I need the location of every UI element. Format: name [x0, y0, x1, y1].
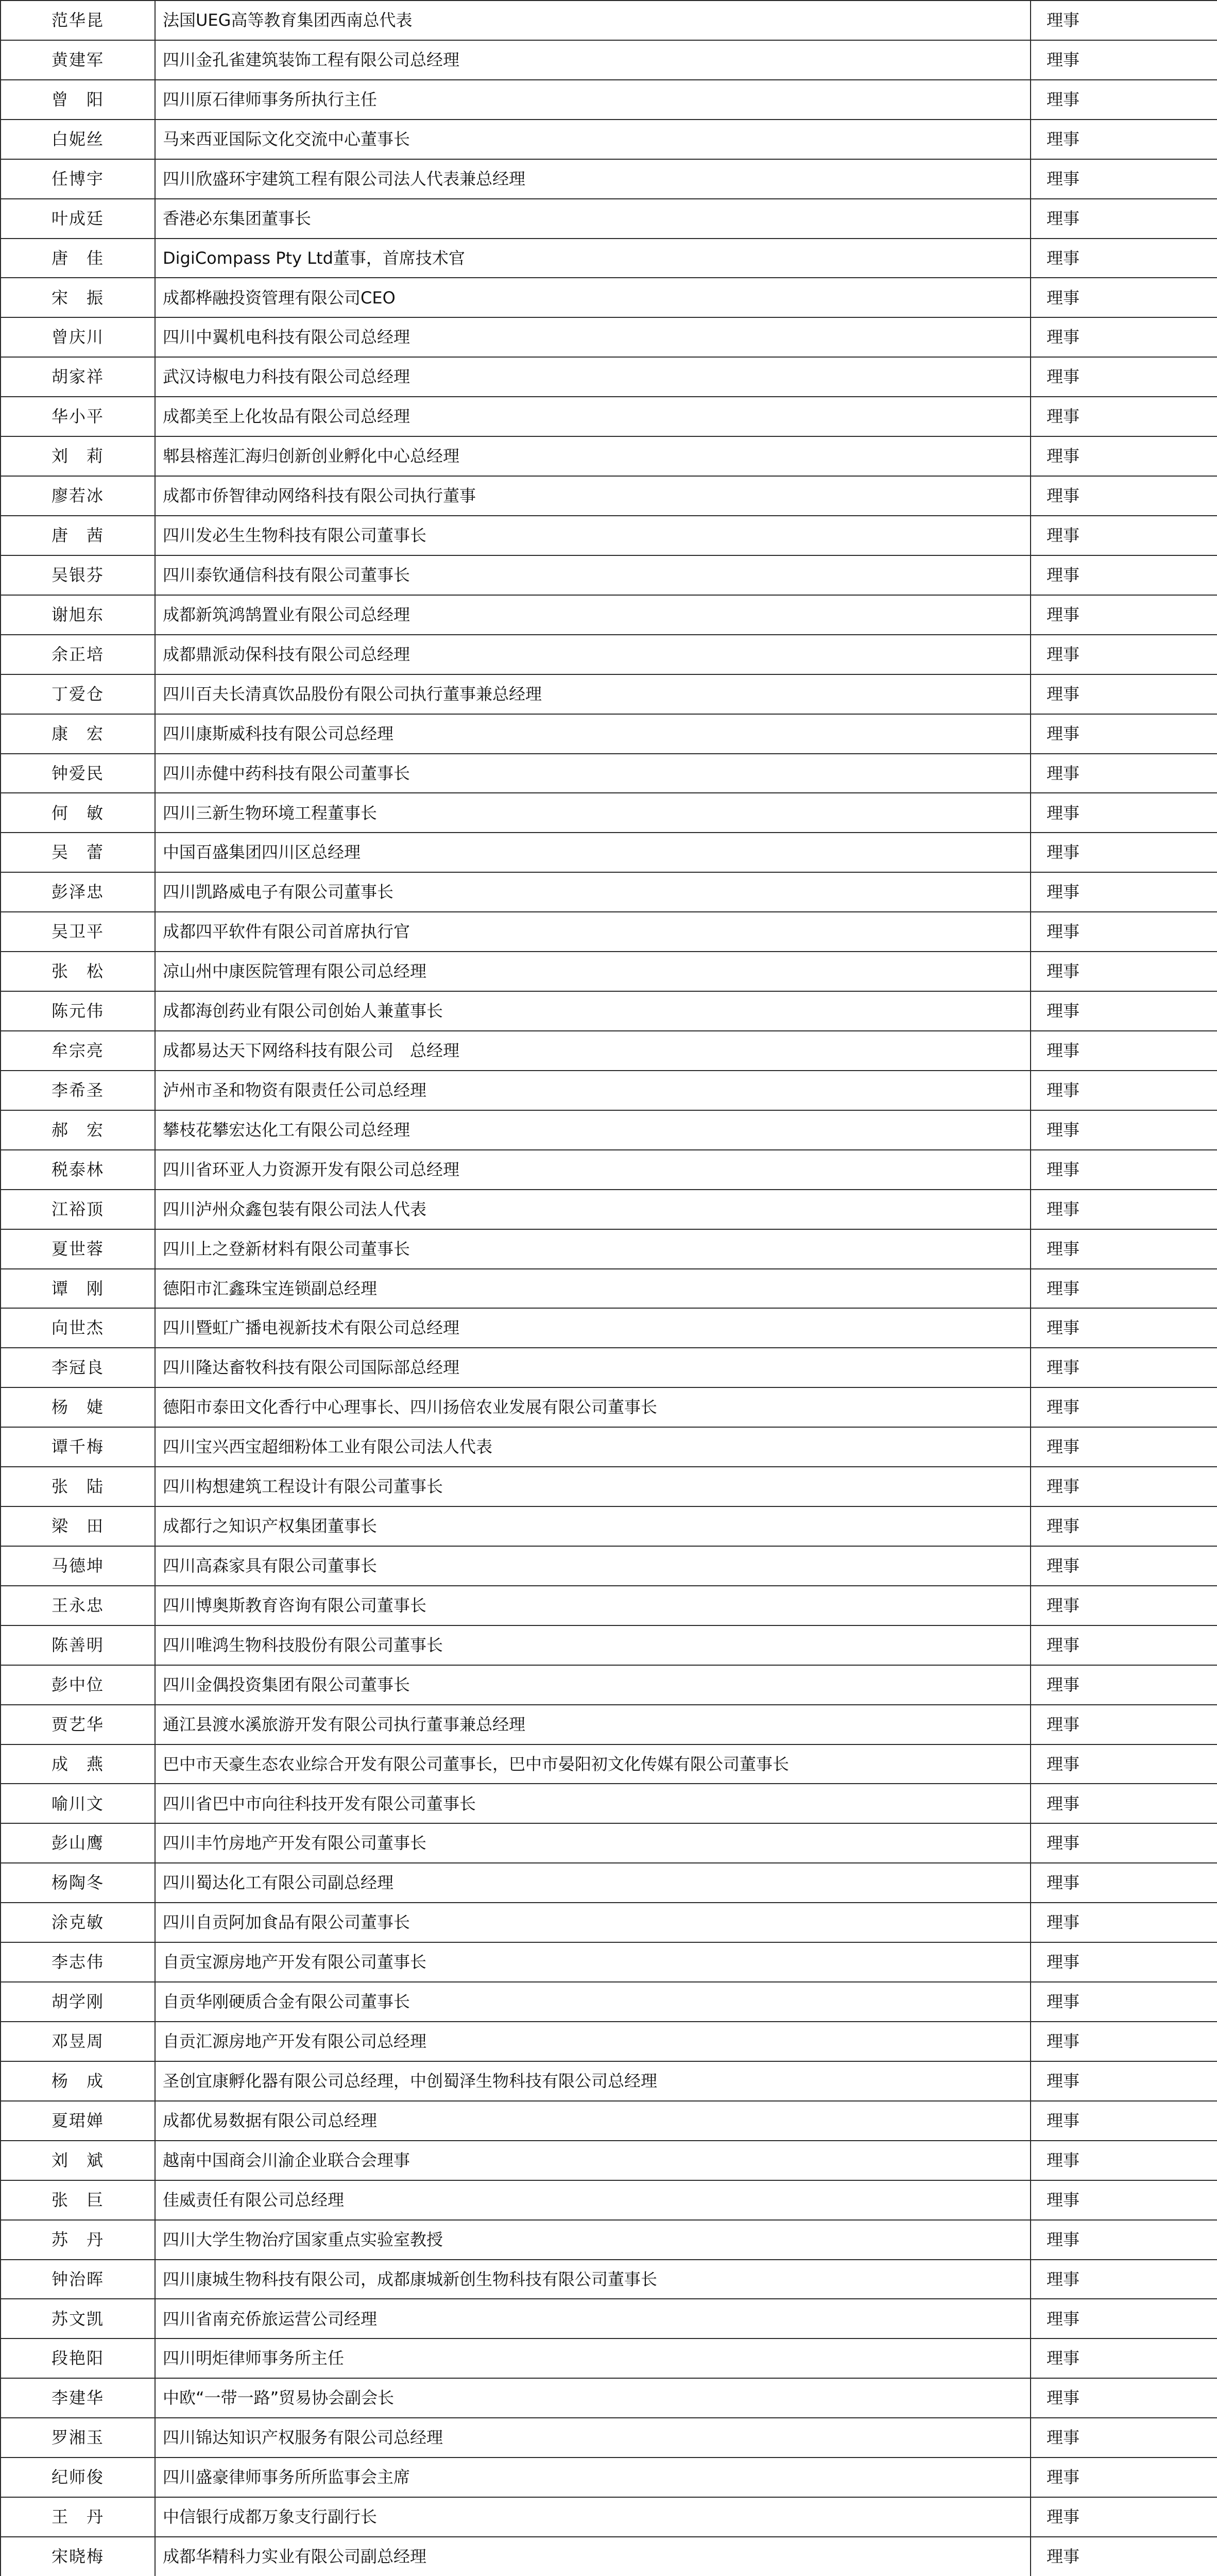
member-role: 理事 [1031, 2378, 1217, 2418]
member-name: 曾 阳 [1, 80, 155, 120]
member-organization: 四川丰竹房地产开发有限公司董事长 [155, 1823, 1031, 1863]
member-name: 白妮丝 [1, 120, 155, 159]
member-name: 吴银芬 [1, 555, 155, 595]
table-row [1, 199, 1217, 239]
table-row [1, 1903, 1217, 1942]
member-name: 马德坤 [1, 1546, 155, 1586]
member-role: 理事 [1031, 159, 1217, 199]
member-role: 理事 [1031, 1665, 1217, 1705]
member-organization: 四川泰钦通信科技有限公司董事长 [155, 555, 1031, 595]
table-row [1, 516, 1217, 555]
member-name: 彭泽忠 [1, 872, 155, 912]
member-name: 谢旭东 [1, 595, 155, 635]
member-name: 丁爱仓 [1, 674, 155, 714]
member-name: 向世杰 [1, 1308, 155, 1348]
member-role: 理事 [1031, 2022, 1217, 2061]
member-name: 何 敏 [1, 793, 155, 833]
member-role: 理事 [1031, 1308, 1217, 1348]
member-organization: 四川金孔雀建筑装饰工程有限公司总经理 [155, 40, 1031, 80]
member-role: 理事 [1031, 1110, 1217, 1150]
member-role: 理事 [1031, 872, 1217, 912]
member-name: 刘 莉 [1, 436, 155, 476]
member-organization: 中欧“一带一路”贸易协会副会长 [155, 2378, 1031, 2418]
member-organization: 成都桦融投资管理有限公司CEO [155, 278, 1031, 317]
table-row [1, 1071, 1217, 1110]
table-row [1, 872, 1217, 912]
member-name: 郝 宏 [1, 1110, 155, 1150]
member-name: 康 宏 [1, 714, 155, 754]
member-organization: 巴中市天豪生态农业综合开发有限公司董事长，巴中市晏阳初文化传媒有限公司董事长 [155, 1744, 1031, 1784]
member-role: 理事 [1031, 2497, 1217, 2537]
table-row [1, 397, 1217, 436]
table-row [1, 278, 1217, 317]
table-body [1, 1, 1217, 2576]
table-row [1, 2061, 1217, 2101]
member-organization: 四川赤健中药科技有限公司董事长 [155, 754, 1031, 793]
table-row [1, 239, 1217, 278]
table-row [1, 436, 1217, 476]
member-role: 理事 [1031, 714, 1217, 754]
member-name: 王 丹 [1, 2497, 155, 2537]
member-name: 杨 婕 [1, 1387, 155, 1427]
table-row [1, 1665, 1217, 1705]
member-role: 理事 [1031, 2299, 1217, 2338]
member-role: 理事 [1031, 436, 1217, 476]
member-name: 曾庆川 [1, 317, 155, 357]
member-organization: 成都四平软件有限公司首席执行官 [155, 912, 1031, 952]
member-name: 罗湘玉 [1, 2418, 155, 2458]
member-name: 黄建军 [1, 40, 155, 80]
member-name: 廖若冰 [1, 476, 155, 516]
member-organization: 成都优易数据有限公司总经理 [155, 2101, 1031, 2141]
table-row [1, 1942, 1217, 1982]
member-role: 理事 [1031, 1387, 1217, 1427]
member-name: 陈善明 [1, 1625, 155, 1665]
member-organization: 凉山州中康医院管理有限公司总经理 [155, 952, 1031, 991]
member-name: 王永忠 [1, 1586, 155, 1625]
table-row [1, 120, 1217, 159]
member-organization: 成都易达天下网络科技有限公司 总经理 [155, 1031, 1031, 1071]
member-organization: 四川明炬律师事务所主任 [155, 2338, 1031, 2378]
member-organization: 四川发必生生物科技有限公司董事长 [155, 516, 1031, 555]
member-organization: 中信银行成都万象支行副行长 [155, 2497, 1031, 2537]
member-name: 胡家祥 [1, 357, 155, 397]
member-role: 理事 [1031, 278, 1217, 317]
member-name: 苏 丹 [1, 2220, 155, 2260]
member-name: 宋晓梅 [1, 2537, 155, 2576]
member-organization: 自贡华刚硬质合金有限公司董事长 [155, 1982, 1031, 2022]
member-name: 李希圣 [1, 1071, 155, 1110]
member-organization: 四川康斯威科技有限公司总经理 [155, 714, 1031, 754]
member-name: 江裕顶 [1, 1190, 155, 1229]
member-role: 理事 [1031, 199, 1217, 239]
member-name: 谭 刚 [1, 1269, 155, 1309]
table-row [1, 1625, 1217, 1665]
member-organization: 四川凯路威电子有限公司董事长 [155, 872, 1031, 912]
table-row [1, 635, 1217, 674]
table-row [1, 1387, 1217, 1427]
table-row [1, 714, 1217, 754]
member-role: 理事 [1031, 397, 1217, 436]
member-organization: 佳威责任有限公司总经理 [155, 2180, 1031, 2220]
table-row [1, 1506, 1217, 1546]
table-row [1, 1110, 1217, 1150]
table-row [1, 2101, 1217, 2141]
member-role: 理事 [1031, 1903, 1217, 1942]
member-name: 吴卫平 [1, 912, 155, 952]
table-row [1, 1427, 1217, 1467]
member-organization: 马来西亚国际文化交流中心董事长 [155, 120, 1031, 159]
table-row [1, 2497, 1217, 2537]
table-row [1, 2458, 1217, 2497]
member-organization: 四川上之登新材料有限公司董事长 [155, 1229, 1031, 1269]
member-role: 理事 [1031, 912, 1217, 952]
table-row [1, 1982, 1217, 2022]
table-row [1, 754, 1217, 793]
member-role: 理事 [1031, 2220, 1217, 2260]
member-role: 理事 [1031, 1467, 1217, 1506]
member-role: 理事 [1031, 793, 1217, 833]
member-name: 唐 茜 [1, 516, 155, 555]
member-role: 理事 [1031, 120, 1217, 159]
member-organization: 成都市侨智律动网络科技有限公司执行董事 [155, 476, 1031, 516]
member-role: 理事 [1031, 1625, 1217, 1665]
member-name: 喻川文 [1, 1784, 155, 1823]
table-row [1, 1, 1217, 40]
member-organization: 攀枝花攀宏达化工有限公司总经理 [155, 1110, 1031, 1150]
member-role: 理事 [1031, 2141, 1217, 2180]
table-row [1, 2220, 1217, 2260]
member-role: 理事 [1031, 1229, 1217, 1269]
member-name: 彭中位 [1, 1665, 155, 1705]
member-organization: 成都华精科力实业有限公司副总经理 [155, 2537, 1031, 2576]
table-row [1, 595, 1217, 635]
table-row [1, 1308, 1217, 1348]
table-row [1, 1784, 1217, 1823]
table-row [1, 1863, 1217, 1903]
member-organization: 四川大学生物治疗国家重点实验室教授 [155, 2220, 1031, 2260]
member-organization: 法国UEG高等教育集团西南总代表 [155, 1, 1031, 40]
member-name: 彭山鹰 [1, 1823, 155, 1863]
table-row [1, 793, 1217, 833]
member-organization: 四川百夫长清真饮品股份有限公司执行董事兼总经理 [155, 674, 1031, 714]
member-organization: 四川省巴中市向往科技开发有限公司董事长 [155, 1784, 1031, 1823]
member-role: 理事 [1031, 2338, 1217, 2378]
member-role: 理事 [1031, 40, 1217, 80]
member-organization: 四川蜀达化工有限公司副总经理 [155, 1863, 1031, 1903]
member-role: 理事 [1031, 1190, 1217, 1229]
member-role: 理事 [1031, 635, 1217, 674]
member-role: 理事 [1031, 2180, 1217, 2220]
table-row [1, 2378, 1217, 2418]
member-role: 理事 [1031, 595, 1217, 635]
table-row [1, 1031, 1217, 1071]
member-name: 刘 斌 [1, 2141, 155, 2180]
table-row [1, 1823, 1217, 1863]
table-row [1, 1467, 1217, 1506]
member-name: 胡学刚 [1, 1982, 155, 2022]
member-name: 张 松 [1, 952, 155, 991]
member-name: 牟宗亮 [1, 1031, 155, 1071]
member-name: 张 巨 [1, 2180, 155, 2220]
table-row [1, 1269, 1217, 1309]
member-name: 李志伟 [1, 1942, 155, 1982]
table-row [1, 2141, 1217, 2180]
member-name: 华小平 [1, 397, 155, 436]
member-organization: DigiCompass Pty Ltd董事，首席技术官 [155, 239, 1031, 278]
member-role: 理事 [1031, 754, 1217, 793]
member-name: 张 陆 [1, 1467, 155, 1506]
member-role: 理事 [1031, 1823, 1217, 1863]
member-role: 理事 [1031, 1269, 1217, 1309]
member-role: 理事 [1031, 1506, 1217, 1546]
member-organization: 香港必东集团董事长 [155, 199, 1031, 239]
member-organization: 通江县渡水溪旅游开发有限公司执行董事兼总经理 [155, 1705, 1031, 1744]
member-organization: 成都海创药业有限公司创始人兼董事长 [155, 991, 1031, 1031]
member-name: 唐 佳 [1, 239, 155, 278]
member-name: 任博宇 [1, 159, 155, 199]
table-row [1, 833, 1217, 872]
table-row [1, 2260, 1217, 2299]
member-organization: 德阳市汇鑫珠宝连锁副总经理 [155, 1269, 1031, 1309]
member-name: 范华昆 [1, 1, 155, 40]
member-name: 税泰林 [1, 1150, 155, 1190]
table-row [1, 1190, 1217, 1229]
member-name: 吴 蕾 [1, 833, 155, 872]
member-organization: 成都新筑鸿鹄置业有限公司总经理 [155, 595, 1031, 635]
member-role: 理事 [1031, 1784, 1217, 1823]
member-name: 钟爱民 [1, 754, 155, 793]
member-role: 理事 [1031, 80, 1217, 120]
member-role: 理事 [1031, 1982, 1217, 2022]
member-role: 理事 [1031, 1150, 1217, 1190]
table-row [1, 2418, 1217, 2458]
member-name: 叶成廷 [1, 199, 155, 239]
table-row [1, 912, 1217, 952]
member-organization: 四川盛豪律师事务所所监事会主席 [155, 2458, 1031, 2497]
member-organization: 四川高森家具有限公司董事长 [155, 1546, 1031, 1586]
member-name: 夏世蓉 [1, 1229, 155, 1269]
member-role: 理事 [1031, 476, 1217, 516]
member-role: 理事 [1031, 516, 1217, 555]
member-role: 理事 [1031, 1427, 1217, 1467]
member-organization: 四川暨虹广播电视新技术有限公司总经理 [155, 1308, 1031, 1348]
table-row [1, 1744, 1217, 1784]
member-organization: 四川中翼机电科技有限公司总经理 [155, 317, 1031, 357]
member-name: 纪师俊 [1, 2458, 155, 2497]
table-row [1, 80, 1217, 120]
table-row [1, 357, 1217, 397]
member-organization: 武汉诗椒电力科技有限公司总经理 [155, 357, 1031, 397]
member-name: 贾艺华 [1, 1705, 155, 1744]
member-role: 理事 [1031, 833, 1217, 872]
member-organization: 成都美至上化妆品有限公司总经理 [155, 397, 1031, 436]
member-role: 理事 [1031, 1863, 1217, 1903]
member-role: 理事 [1031, 1546, 1217, 1586]
table-row [1, 1229, 1217, 1269]
table-row [1, 1150, 1217, 1190]
table-row [1, 2299, 1217, 2338]
member-name: 陈元伟 [1, 991, 155, 1031]
member-organization: 越南中国商会川渝企业联合会理事 [155, 2141, 1031, 2180]
member-organization: 四川三新生物环境工程董事长 [155, 793, 1031, 833]
member-organization: 成都行之知识产权集团董事长 [155, 1506, 1031, 1546]
member-name: 杨 成 [1, 2061, 155, 2101]
member-role: 理事 [1031, 317, 1217, 357]
member-name: 梁 田 [1, 1506, 155, 1546]
member-name: 杨陶冬 [1, 1863, 155, 1903]
member-organization: 四川泸州众鑫包装有限公司法人代表 [155, 1190, 1031, 1229]
member-organization: 自贡汇源房地产开发有限公司总经理 [155, 2022, 1031, 2061]
member-organization: 自贡宝源房地产开发有限公司董事长 [155, 1942, 1031, 1982]
member-organization: 中国百盛集团四川区总经理 [155, 833, 1031, 872]
member-name: 苏文凯 [1, 2299, 155, 2338]
member-organization: 四川省南充侨旅运营公司经理 [155, 2299, 1031, 2338]
member-role: 理事 [1031, 1348, 1217, 1387]
member-name: 李建华 [1, 2378, 155, 2418]
member-organization: 四川宝兴西宝超细粉体工业有限公司法人代表 [155, 1427, 1031, 1467]
member-name: 李冠良 [1, 1348, 155, 1387]
table-row [1, 952, 1217, 991]
member-role: 理事 [1031, 1, 1217, 40]
table-row [1, 159, 1217, 199]
member-role: 理事 [1031, 1942, 1217, 1982]
member-organization: 泸州市圣和物资有限责任公司总经理 [155, 1071, 1031, 1110]
table-row [1, 2537, 1217, 2576]
table-row [1, 2180, 1217, 2220]
member-organization: 德阳市泰田文化香行中心理事长、四川扬倍农业发展有限公司董事长 [155, 1387, 1031, 1427]
member-role: 理事 [1031, 1031, 1217, 1071]
table-row [1, 40, 1217, 80]
member-organization: 四川金偶投资集团有限公司董事长 [155, 1665, 1031, 1705]
member-role: 理事 [1031, 239, 1217, 278]
table-row [1, 1546, 1217, 1586]
table-row [1, 991, 1217, 1031]
member-organization: 郫县榕莲汇海归创新创业孵化中心总经理 [155, 436, 1031, 476]
member-name: 余正培 [1, 635, 155, 674]
member-role: 理事 [1031, 2101, 1217, 2141]
table-row [1, 1586, 1217, 1625]
member-role: 理事 [1031, 674, 1217, 714]
member-name: 宋 振 [1, 278, 155, 317]
member-name: 邓昱周 [1, 2022, 155, 2061]
member-organization: 圣创宜康孵化器有限公司总经理，中创蜀泽生物科技有限公司总经理 [155, 2061, 1031, 2101]
member-role: 理事 [1031, 2458, 1217, 2497]
member-role: 理事 [1031, 952, 1217, 991]
member-role: 理事 [1031, 2260, 1217, 2299]
member-role: 理事 [1031, 1744, 1217, 1784]
member-organization: 四川锦达知识产权服务有限公司总经理 [155, 2418, 1031, 2458]
member-role: 理事 [1031, 2418, 1217, 2458]
member-organization: 四川博奥斯教育咨询有限公司董事长 [155, 1586, 1031, 1625]
member-role: 理事 [1031, 1071, 1217, 1110]
table-row [1, 2338, 1217, 2378]
table-row [1, 1348, 1217, 1387]
member-role: 理事 [1031, 2061, 1217, 2101]
table-row [1, 674, 1217, 714]
table-row [1, 555, 1217, 595]
member-name: 成 燕 [1, 1744, 155, 1784]
member-role: 理事 [1031, 555, 1217, 595]
member-name: 夏珺婵 [1, 2101, 155, 2141]
member-organization: 成都鼎派动保科技有限公司总经理 [155, 635, 1031, 674]
member-organization: 四川欣盛环宇建筑工程有限公司法人代表兼总经理 [155, 159, 1031, 199]
member-name: 涂克敏 [1, 1903, 155, 1942]
table-row [1, 476, 1217, 516]
member-name: 谭千梅 [1, 1427, 155, 1467]
member-role: 理事 [1031, 2537, 1217, 2576]
member-organization: 四川原石律师事务所执行主任 [155, 80, 1031, 120]
member-role: 理事 [1031, 991, 1217, 1031]
table-row [1, 2022, 1217, 2061]
table-row [1, 317, 1217, 357]
member-organization: 四川省环亚人力资源开发有限公司总经理 [155, 1150, 1031, 1190]
member-name: 段艳阳 [1, 2338, 155, 2378]
member-organization: 四川隆达畜牧科技有限公司国际部总经理 [155, 1348, 1031, 1387]
member-role: 理事 [1031, 357, 1217, 397]
member-organization: 四川唯鸿生物科技股份有限公司董事长 [155, 1625, 1031, 1665]
member-organization: 四川康城生物科技有限公司，成都康城新创生物科技有限公司董事长 [155, 2260, 1031, 2299]
table-row [1, 1705, 1217, 1744]
member-name: 钟治晖 [1, 2260, 155, 2299]
member-organization: 四川自贡阿加食品有限公司董事长 [155, 1903, 1031, 1942]
member-role: 理事 [1031, 1705, 1217, 1744]
member-organization: 四川构想建筑工程设计有限公司董事长 [155, 1467, 1031, 1506]
member-role: 理事 [1031, 1586, 1217, 1625]
